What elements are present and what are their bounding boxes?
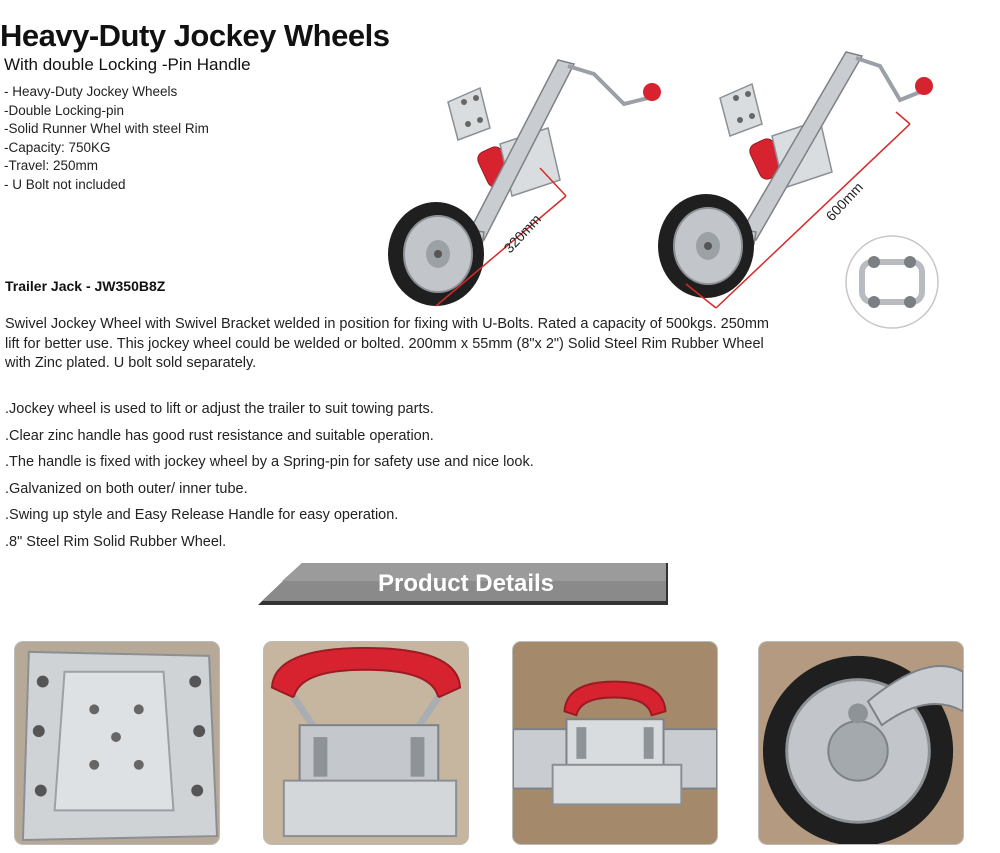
feature-item: - U Bolt not included: [4, 176, 126, 192]
product-hero-image: [380, 44, 950, 334]
page-title: Heavy-Duty Jockey Wheels: [0, 18, 390, 53]
dimension-height-label: 600mm: [822, 178, 867, 225]
page-subtitle: With double Locking -Pin Handle: [4, 55, 251, 74]
bullet-item: .Swing up style and Easy Release Handle for easy operation.: [5, 507, 399, 524]
bullet-item: .8" Steel Rim Solid Rubber Wheel.: [5, 533, 227, 550]
product-description: Swivel Jockey Wheel with Swivel Bracket welded in position for fixing with U-Bolts. Rated a capacity of 500kgs. 250mm lift for better use. This jockey wheel could be welded or bolted. 200mm x 55mm (8"x 2") Solid Steel Rim Rubber Wheel with Zinc plated. U bolt sold separately.: [5, 316, 769, 371]
section-banner-label: Product Details: [377, 570, 555, 597]
bullet-item: .The handle is fixed with jockey wheel by a Spring-pin for safety use and nice look.: [5, 454, 534, 471]
detail-photo-clamp: [512, 641, 718, 845]
feature-item: - Heavy-Duty Jockey Wheels: [4, 84, 178, 99]
detail-photo-locking-pins: [263, 641, 469, 845]
bullet-item: .Clear zinc handle has good rust resistance and suitable operation.: [5, 427, 434, 444]
feature-item: -Capacity: 750KG: [4, 139, 111, 155]
u-bolt-inset: [846, 236, 938, 328]
feature-item: -Travel: 250mm: [4, 158, 99, 174]
feature-item: -Solid Runner Whel with steel Rim: [4, 121, 209, 137]
model-heading: Trailer Jack - JW350B8Z: [5, 278, 166, 294]
bullet-list: [5, 396, 534, 556]
feature-list: [4, 83, 209, 195]
bullet-item: .Galvanized on both outer/ inner tube.: [5, 480, 248, 497]
jockey-wheel-left: [388, 60, 661, 306]
detail-photo-wheel: [758, 641, 964, 845]
bullet-item: .Jockey wheel is used to lift or adjust the trailer to suit towing parts.: [5, 401, 434, 417]
detail-photo-mounting-plate: [14, 641, 220, 845]
dimension-width-label: 320mm: [500, 210, 545, 257]
feature-item: -Double Locking-pin: [4, 102, 125, 118]
